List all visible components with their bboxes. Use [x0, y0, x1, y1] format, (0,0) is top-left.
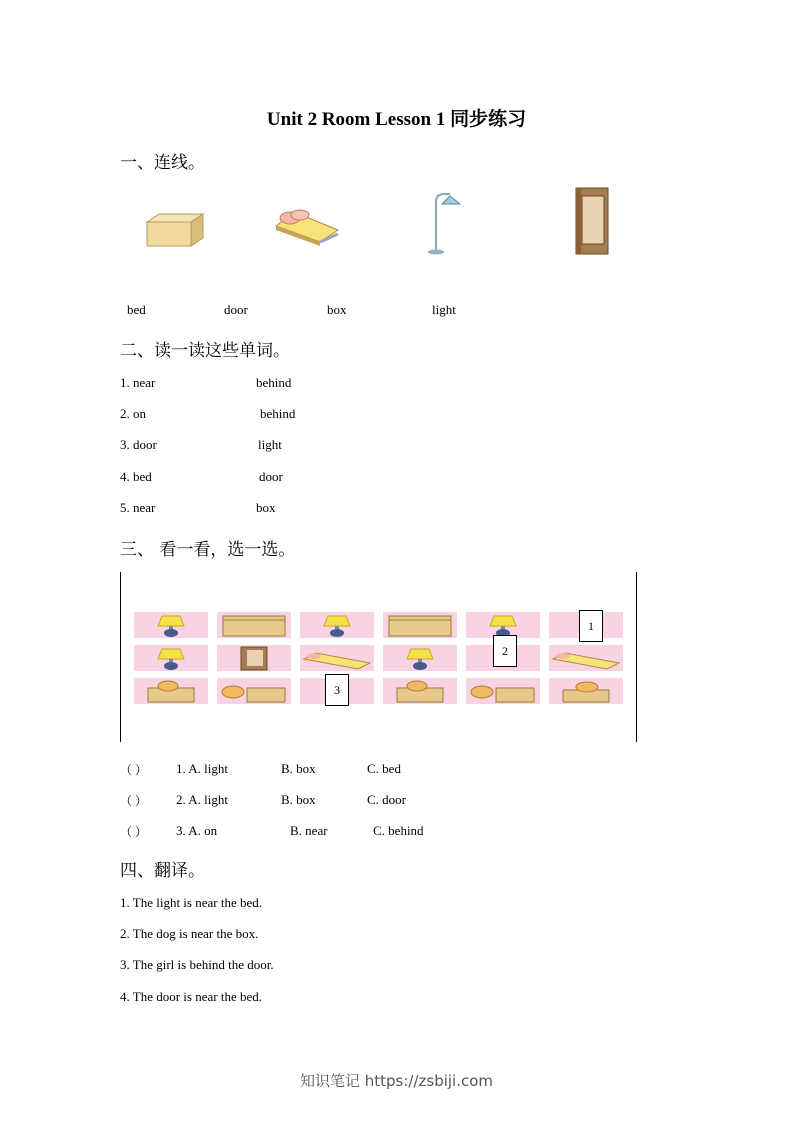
grid-cell — [549, 645, 623, 671]
q3-option-b: B. near — [290, 823, 328, 838]
dog-box-icon — [466, 678, 540, 704]
read-row-5-right: box — [256, 500, 276, 515]
lamp-icon — [134, 645, 208, 671]
lamp-icon — [134, 612, 208, 638]
q2-option-c: C. door — [367, 792, 406, 807]
box-icon — [217, 612, 291, 638]
grid-cell — [217, 612, 291, 638]
marker-1: 1 — [579, 610, 603, 642]
word-2: door — [224, 302, 248, 317]
dog-box-icon — [383, 678, 457, 704]
footer-watermark: 知识笔记 https://zsbiji.com — [299, 1072, 494, 1090]
translate-item-3: 3. The girl is behind the door. — [120, 957, 274, 972]
bed-icon — [549, 645, 623, 671]
q2-option-b: B. box — [281, 792, 316, 807]
dog-box-icon — [134, 678, 208, 704]
word-4: light — [432, 302, 456, 317]
marker-2: 2 — [493, 635, 517, 667]
grid-cell — [383, 645, 457, 671]
translate-item-4: 4. The door is near the bed. — [120, 989, 262, 1004]
grid-cell — [383, 612, 457, 638]
answer-paren-2[interactable]: （ ） — [120, 794, 148, 808]
lamp-icon — [383, 645, 457, 671]
word-1: bed — [127, 302, 146, 317]
read-row-2-right: behind — [260, 406, 296, 421]
box-icon — [383, 612, 457, 638]
answer-paren-1[interactable]: （ ） — [120, 763, 148, 777]
q2-option-a: 2. A. light — [176, 792, 229, 807]
grid-cell — [300, 645, 374, 671]
q3-option-a: 3. A. on — [176, 823, 218, 838]
lamp-icon — [300, 612, 374, 638]
grid-cell — [217, 678, 291, 704]
grid-cell — [134, 612, 208, 638]
picture-grid — [120, 572, 637, 742]
box-icon — [145, 212, 205, 248]
grid-cell — [383, 678, 457, 704]
section4-heading: 四、翻译。 — [120, 861, 205, 881]
grid-cell — [549, 678, 623, 704]
read-row-1-right: behind — [256, 375, 292, 390]
grid-cell — [134, 645, 208, 671]
page-title: Unit 2 Room Lesson 1 同步练习 — [266, 109, 527, 130]
dog-box-icon — [217, 678, 291, 704]
answer-paren-3[interactable]: （ ） — [120, 825, 148, 839]
section2-heading: 二、读一读这些单词。 — [120, 341, 290, 361]
read-row-4-right: door — [259, 469, 283, 484]
light-icon — [424, 190, 464, 256]
word-3: box — [327, 302, 347, 317]
grid-cell — [466, 678, 540, 704]
q3-option-c: C. behind — [373, 823, 424, 838]
read-row-3-right: light — [258, 437, 282, 452]
marker-3: 3 — [325, 674, 349, 706]
read-row-5-left: 5. near — [120, 500, 156, 515]
section3-heading: 三、 看一看，选一选。 — [120, 540, 296, 560]
section1-heading: 一、连线。 — [120, 153, 205, 173]
bed-icon — [300, 645, 374, 671]
grid-cell — [217, 645, 291, 671]
grid-cell — [134, 678, 208, 704]
bed-icon — [272, 206, 342, 246]
q1-option-b: B. box — [281, 761, 316, 776]
read-row-1-left: 1. near — [120, 375, 156, 390]
read-row-2-left: 2. on — [120, 406, 146, 421]
door-icon — [572, 186, 612, 256]
read-row-4-left: 4. bed — [120, 469, 152, 484]
translate-item-1: 1. The light is near the bed. — [120, 895, 263, 910]
grid-cell — [300, 612, 374, 638]
read-row-3-left: 3. door — [120, 437, 157, 452]
q1-option-a: 1. A. light — [176, 761, 229, 776]
translate-item-2: 2. The dog is near the box. — [120, 926, 259, 941]
dog-box-icon — [549, 678, 623, 704]
q1-option-c: C. bed — [367, 761, 401, 776]
door-icon — [217, 645, 291, 671]
